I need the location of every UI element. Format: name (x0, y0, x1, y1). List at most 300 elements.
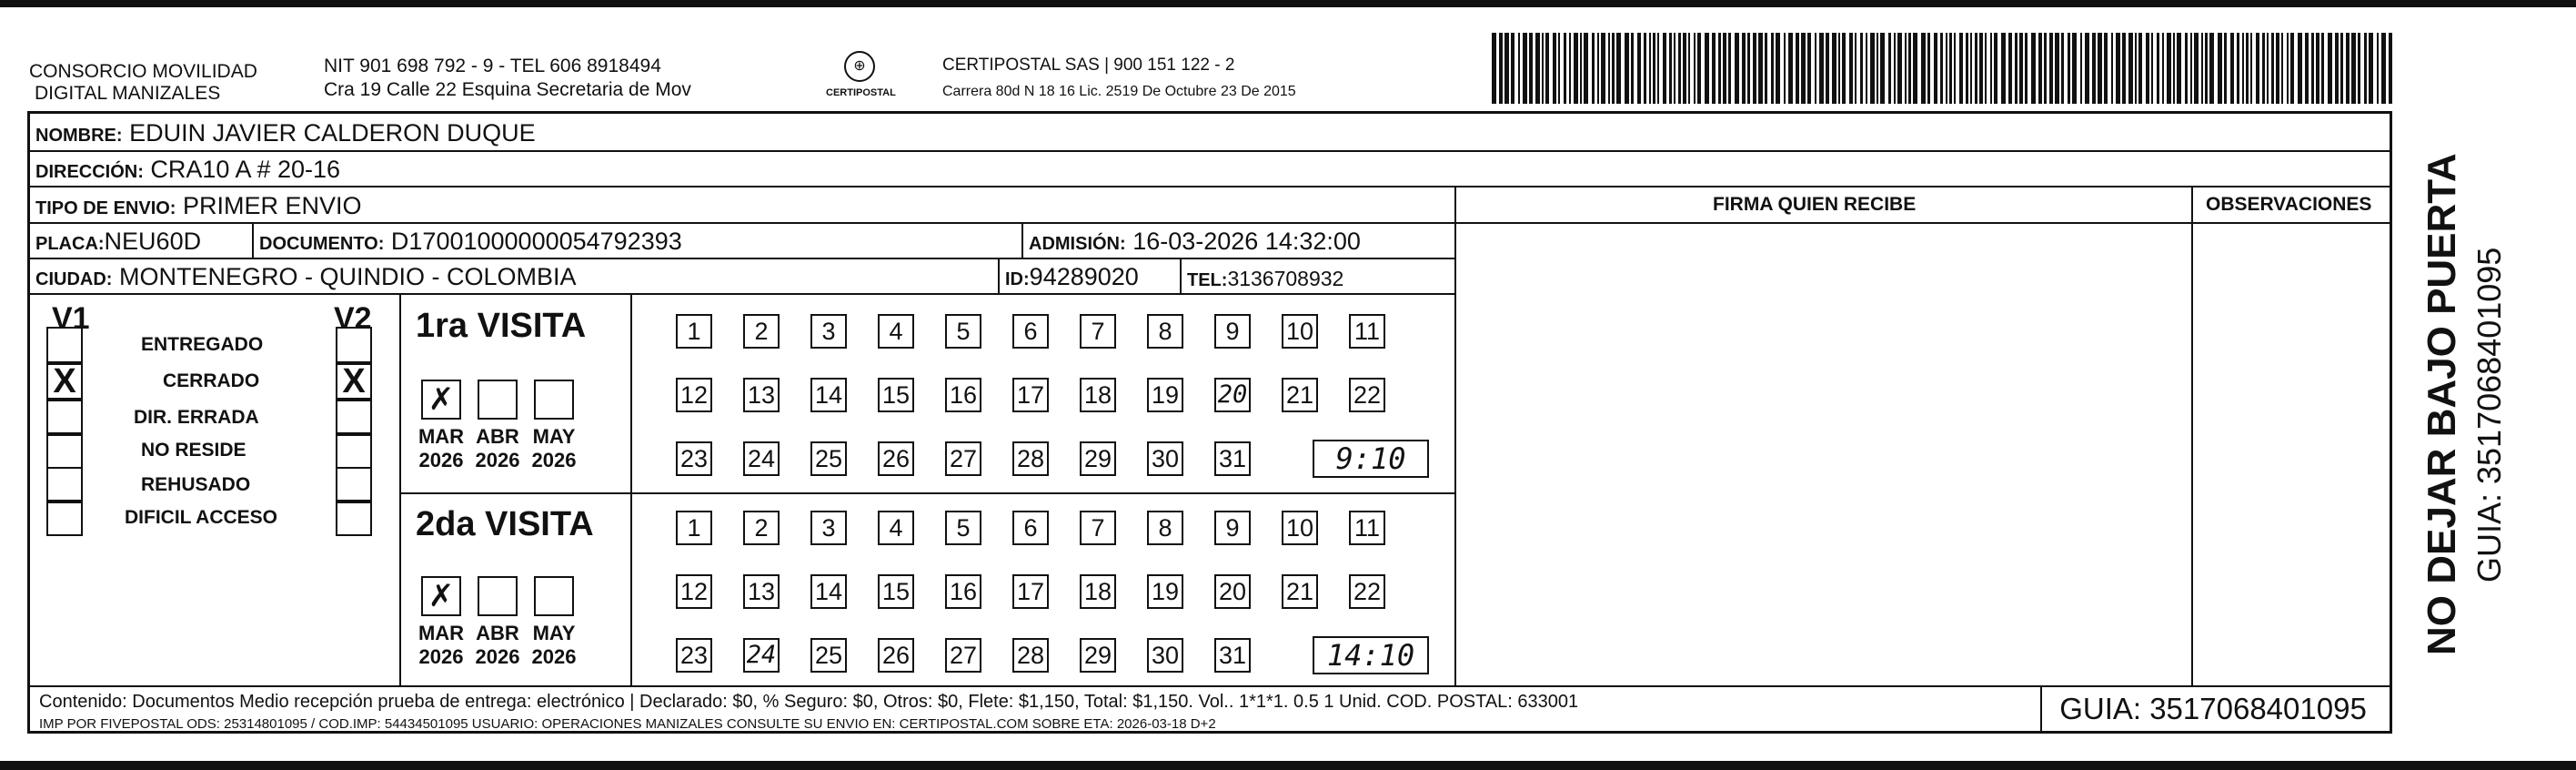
company-name-line1: CONSORCIO MOVILIDAD (29, 61, 257, 82)
month-name: ABR (476, 622, 519, 644)
v2-header: V2 (334, 301, 372, 336)
barcode-bar (1597, 33, 1599, 104)
day-box[interactable]: 14 (810, 378, 847, 412)
barcode-bar (1801, 33, 1806, 104)
barcode-bar (1747, 33, 1750, 104)
barcode-bar (2044, 33, 2047, 104)
day-box[interactable]: 24 (743, 638, 780, 673)
barcode-bar (2104, 33, 2108, 104)
status-label: CERRADO (163, 370, 260, 391)
barcode-bar (2224, 33, 2227, 104)
day-box[interactable]: 9 (1214, 314, 1251, 349)
day-box[interactable]: 12 (676, 574, 712, 609)
day-box[interactable]: 19 (1147, 574, 1183, 609)
barcode-bar (1518, 33, 1520, 104)
day-box[interactable]: 25 (810, 441, 847, 476)
v1-checkbox[interactable]: X (46, 363, 83, 400)
barcode-bar (1712, 33, 1716, 104)
day-box[interactable]: 6 (1012, 314, 1049, 349)
day-box[interactable]: 27 (945, 638, 981, 673)
barcode-bar (2328, 33, 2332, 104)
barcode-bar (1897, 33, 1902, 104)
observations-column-header: OBSERVACIONES (2206, 194, 2372, 215)
scan-top-edge (0, 0, 2576, 7)
barcode-bar (2025, 33, 2028, 104)
barcode-bar (1985, 33, 1987, 104)
company-name-line2: DIGITAL MANIZALES (35, 83, 221, 104)
month-name: MAY (532, 425, 576, 448)
day-box[interactable]: 8 (1147, 314, 1183, 349)
day-box[interactable]: 20 (1214, 574, 1251, 609)
barcode-bar (2068, 33, 2070, 104)
day-box[interactable]: 15 (878, 574, 914, 609)
v2-checkbox[interactable] (336, 500, 372, 536)
barcode-bar (1784, 33, 1786, 104)
barcode-bar (1826, 33, 1829, 104)
barcode-bar (2098, 33, 2102, 104)
day-box[interactable]: 18 (1080, 574, 1116, 609)
barcode-bar (1492, 33, 1496, 104)
barcode-bar (1697, 33, 1701, 104)
day-box[interactable]: 7 (1080, 511, 1116, 545)
day-box[interactable]: 1 (676, 511, 712, 545)
day-box[interactable]: 29 (1080, 441, 1116, 476)
day-box[interactable]: 31 (1214, 441, 1251, 476)
barcode-bar (2271, 33, 2274, 104)
barcode-bar (1880, 33, 1885, 104)
barcode-bar (1545, 33, 1549, 104)
day-box[interactable]: 13 (743, 574, 780, 609)
month-label (527, 622, 581, 669)
barcode-bar (1742, 33, 1746, 104)
day-box[interactable]: 26 (878, 441, 914, 476)
barcode-bar (2019, 33, 2023, 104)
document-field: DOCUMENTO: D17001000000054792393 (259, 228, 682, 255)
id-value: 94289020 (1029, 263, 1139, 290)
month-name: MAR (418, 622, 465, 644)
barcode-bar (2316, 33, 2319, 104)
barcode-bar (1975, 33, 1977, 104)
day-box[interactable]: 5 (945, 314, 981, 349)
day-box[interactable]: 1 (676, 314, 712, 349)
scan-bottom-edge (0, 761, 2576, 770)
status-label: DIFICIL ACCESO (125, 507, 278, 528)
barcode-bar (2080, 33, 2082, 104)
barcode-bar (1838, 33, 1840, 104)
barcode-bar (1765, 33, 1767, 104)
barcode-bar (1870, 33, 1875, 104)
plate-value: NEU60D (104, 228, 202, 255)
barcode-bar (1807, 33, 1811, 104)
barcode-bar (1888, 33, 1891, 104)
barcode-bar (2218, 33, 2222, 104)
barcode-bar (1855, 33, 1857, 104)
day-box[interactable]: 21 (1282, 378, 1318, 412)
day-box[interactable]: 27 (945, 441, 981, 476)
barcode-bar (1688, 33, 1690, 104)
barcode-bar (2346, 33, 2350, 104)
v2-checkbox[interactable] (336, 467, 372, 503)
barcode-bar (1819, 33, 1824, 104)
visit-time[interactable]: 14:10 (1313, 636, 1429, 674)
barcode-bar (2135, 33, 2137, 104)
phone-field: TEL:3136708932 (1187, 267, 1344, 290)
barcode-bar (2072, 33, 2077, 104)
barcode-bar (2061, 33, 2064, 104)
barcode-bar (2038, 33, 2042, 104)
barcode-bar (2389, 33, 2392, 104)
barcode-bar (2116, 33, 2120, 104)
barcode-bar (2201, 33, 2203, 104)
barcode-bar (1908, 33, 1911, 104)
barcode-bar (1584, 33, 1588, 104)
barcode-bar (1612, 33, 1615, 104)
barcode-bar (1608, 33, 1610, 104)
month-label (414, 622, 468, 669)
barcode-bar (2237, 33, 2239, 104)
barcode-bar (1849, 33, 1853, 104)
barcode-bar (1631, 33, 1634, 104)
status-label: ENTREGADO (141, 334, 264, 355)
barcode-bar (2321, 33, 2324, 104)
barcode-bar (1905, 33, 1907, 104)
admission-field: ADMISIÓN: 16-03-2026 14:32:00 (1029, 228, 1361, 255)
barcode-bar (1959, 33, 1963, 104)
day-box[interactable]: 14 (810, 574, 847, 609)
day-box[interactable]: 5 (945, 511, 981, 545)
barcode-bar (1564, 33, 1566, 104)
month-checkbox[interactable] (478, 576, 518, 616)
month-year: 2026 (475, 449, 520, 471)
day-box[interactable]: 2 (743, 314, 780, 349)
barcode-bar (1678, 33, 1681, 104)
barcode-bar (2008, 33, 2012, 104)
barcode-bar (1669, 33, 1672, 104)
barcode-bar (2364, 33, 2367, 104)
barcode-bar (2358, 33, 2360, 104)
barcode-bar (1723, 33, 1726, 104)
barcode-bar (2381, 33, 2386, 104)
day-box[interactable]: 3 (810, 314, 847, 349)
status-label: DIR. ERRADA (134, 407, 259, 428)
month-checkbox[interactable] (478, 380, 518, 420)
barcode-bar (1966, 33, 1968, 104)
barcode-bar (2290, 33, 2294, 104)
barcode-bar (2015, 33, 2018, 104)
v1-header: V1 (52, 301, 90, 336)
day-box[interactable]: 7 (1080, 314, 1116, 349)
barcode-bar (1753, 33, 1756, 104)
side-warning: NO DEJAR BAJO PUERTA (2420, 153, 2464, 655)
barcode-bar (2173, 33, 2175, 104)
barcode-bar (1921, 33, 1926, 104)
barcode-bar (2311, 33, 2314, 104)
barcode-bar (1616, 33, 1621, 104)
barcode-bar (2256, 33, 2259, 104)
month-year: 2026 (418, 645, 464, 668)
month-checkbox[interactable]: ✗ (421, 576, 461, 616)
day-box[interactable]: 16 (945, 574, 981, 609)
barcode-bar (1625, 33, 1629, 104)
barcode-bar (2377, 33, 2379, 104)
certipostal-nit: CERTIPOSTAL SAS | 900 151 122 - 2 (942, 56, 1235, 75)
barcode-bar (2031, 33, 2036, 104)
plate-field: PLACA:NEU60D (35, 228, 202, 255)
day-box[interactable]: 17 (1012, 574, 1049, 609)
company-nit: NIT 901 698 792 - 9 - TEL 606 8918494 (324, 56, 661, 76)
barcode-bar (1815, 33, 1816, 104)
status-label: REHUSADO (141, 474, 251, 495)
day-box[interactable]: 10 (1282, 511, 1318, 545)
day-box[interactable]: 23 (676, 441, 712, 476)
barcode-bar (2128, 33, 2133, 104)
v2-checkbox[interactable] (336, 432, 372, 469)
month-checkbox[interactable] (534, 380, 574, 420)
admission-value: 16-03-2026 14:32:00 (1132, 228, 1361, 255)
barcode-bar (1860, 33, 1863, 104)
day-box[interactable]: 9 (1214, 511, 1251, 545)
barcode-bar (2267, 33, 2269, 104)
barcode-bar (1504, 33, 1509, 104)
city-field: CIUDAD: MONTENEGRO - QUINDIO - COLOMBIA (35, 263, 577, 290)
barcode-bar (2055, 33, 2059, 104)
day-box[interactable]: 22 (1349, 378, 1385, 412)
day-box[interactable]: 6 (1012, 511, 1049, 545)
barcode-bar (2335, 33, 2339, 104)
barcode (1492, 33, 2392, 104)
day-box[interactable]: 31 (1214, 638, 1251, 673)
barcode-bar (1796, 33, 1799, 104)
barcode-bar (2230, 33, 2234, 104)
barcode-bar (2340, 33, 2343, 104)
company-address: Cra 19 Calle 22 Esquina Secretaria de Mov (324, 79, 691, 100)
day-box[interactable]: 2 (743, 511, 780, 545)
day-box[interactable]: 19 (1147, 378, 1183, 412)
day-box[interactable]: 11 (1349, 314, 1385, 349)
barcode-bar (1592, 33, 1595, 104)
barcode-bar (1657, 33, 1659, 104)
barcode-bar (2205, 33, 2208, 104)
month-year: 2026 (418, 449, 464, 471)
v2-checkbox[interactable] (336, 327, 372, 363)
barcode-bar (1535, 33, 1540, 104)
day-box[interactable]: 28 (1012, 638, 1049, 673)
month-name: ABR (476, 425, 519, 448)
barcode-bar (1569, 33, 1571, 104)
barcode-bar (2111, 33, 2113, 104)
month-year: 2026 (531, 645, 577, 668)
barcode-bar (2190, 33, 2192, 104)
barcode-bar (2146, 33, 2149, 104)
barcode-bar (1877, 33, 1878, 104)
barcode-bar (1644, 33, 1646, 104)
barcode-bar (1934, 33, 1937, 104)
day-box[interactable]: 21 (1282, 574, 1318, 609)
barcode-bar (1558, 33, 1560, 104)
barcode-bar (1894, 33, 1896, 104)
month-label (527, 425, 581, 472)
day-box[interactable]: 22 (1349, 574, 1385, 609)
v1-checkbox[interactable] (46, 432, 83, 469)
barcode-bar (1994, 33, 1997, 104)
barcode-bar (2250, 33, 2252, 104)
guide-number: GUIA: 3517068401095 (2059, 692, 2367, 725)
v1-checkbox[interactable] (46, 400, 83, 436)
first-visit-title: 1ra VISITA (416, 307, 587, 345)
shipment-type-field: TIPO DE ENVIO: PRIMER ENVIO (35, 192, 362, 219)
day-box[interactable]: 26 (878, 638, 914, 673)
id-field: ID:94289020 (1005, 263, 1139, 290)
side-guide-number: GUIA: 3517068401095 (2470, 247, 2508, 583)
barcode-bar (1927, 33, 1930, 104)
barcode-bar (1637, 33, 1641, 104)
barcode-bar (1758, 33, 1763, 104)
barcode-bar (1529, 33, 1533, 104)
barcode-bar (1718, 33, 1721, 104)
barcode-bar (1866, 33, 1867, 104)
day-box[interactable]: 10 (1282, 314, 1318, 349)
delivery-form (27, 111, 2392, 734)
document-value: D17001000000054792393 (390, 228, 682, 255)
day-box[interactable]: 3 (810, 511, 847, 545)
barcode-bar (1946, 33, 1947, 104)
day-box[interactable]: 15 (878, 378, 914, 412)
day-box[interactable]: 8 (1147, 511, 1183, 545)
barcode-bar (2305, 33, 2309, 104)
barcode-bar (1574, 33, 1578, 104)
barcode-bar (2151, 33, 2153, 104)
barcode-bar (2049, 33, 2053, 104)
barcode-bar (2262, 33, 2265, 104)
month-name: MAY (532, 622, 576, 644)
barcode-bar (1580, 33, 1582, 104)
day-box[interactable]: 4 (878, 511, 914, 545)
barcode-bar (1542, 33, 1544, 104)
recipient-name-field: NOMBRE: EDUIN JAVIER CALDERON DUQUE (35, 119, 536, 147)
barcode-bar (1601, 33, 1605, 104)
barcode-bar (1913, 33, 1917, 104)
v1-checkbox[interactable] (46, 500, 83, 536)
barcode-bar (2281, 33, 2283, 104)
day-box[interactable]: 16 (945, 378, 981, 412)
barcode-bar (2122, 33, 2126, 104)
barcode-bar (2185, 33, 2188, 104)
barcode-bar (1949, 33, 1952, 104)
month-checkbox[interactable]: ✗ (421, 380, 461, 420)
barcode-bar (1728, 33, 1731, 104)
barcode-bar (1979, 33, 1983, 104)
barcode-bar (1649, 33, 1651, 104)
month-year: 2026 (531, 449, 577, 471)
barcode-bar (1776, 33, 1780, 104)
day-box[interactable]: 13 (743, 378, 780, 412)
barcode-bar (2287, 33, 2289, 104)
day-box[interactable]: 18 (1080, 378, 1116, 412)
barcode-bar (1653, 33, 1655, 104)
barcode-bar (2001, 33, 2006, 104)
barcode-bar (1499, 33, 1503, 104)
certipostal-logo-icon: ⊕ (844, 51, 875, 82)
barcode-bar (2246, 33, 2249, 104)
barcode-bar (2138, 33, 2142, 104)
shipment-type: PRIMER ENVIO (182, 192, 362, 219)
visit-time[interactable]: 9:10 (1313, 440, 1429, 478)
day-box[interactable]: 11 (1349, 511, 1385, 545)
barcode-bar (1735, 33, 1739, 104)
barcode-bar (2194, 33, 2199, 104)
recipient-name: EDUIN JAVIER CALDERON DUQUE (129, 119, 536, 147)
day-box[interactable]: 29 (1080, 638, 1116, 673)
status-label: NO RESIDE (141, 440, 247, 461)
barcode-bar (1511, 33, 1514, 104)
barcode-bar (1663, 33, 1666, 104)
barcode-bar (2157, 33, 2159, 104)
month-year: 2026 (475, 645, 520, 668)
day-box[interactable]: 24 (743, 441, 780, 476)
barcode-bar (1771, 33, 1774, 104)
barcode-bar (1694, 33, 1696, 104)
barcode-bar (1940, 33, 1943, 104)
barcode-bar (2085, 33, 2089, 104)
month-label (470, 622, 525, 669)
barcode-bar (2242, 33, 2244, 104)
certipostal-logo-text: CERTIPOSTAL (826, 87, 896, 98)
barcode-bar (2351, 33, 2356, 104)
day-box[interactable]: 23 (676, 638, 712, 673)
barcode-bar (2209, 33, 2214, 104)
recipient-address: CRA10 A # 20-16 (150, 156, 341, 183)
barcode-bar (2167, 33, 2171, 104)
month-checkbox[interactable] (534, 576, 574, 616)
barcode-bar (1842, 33, 1846, 104)
barcode-bar (2177, 33, 2181, 104)
month-label (414, 425, 468, 472)
barcode-bar (1970, 33, 1972, 104)
barcode-bar (1683, 33, 1686, 104)
barcode-bar (2369, 33, 2373, 104)
barcode-bar (2092, 33, 2096, 104)
month-name: MAR (418, 425, 465, 448)
barcode-bar (2162, 33, 2164, 104)
print-info: IMP POR FIVEPOSTAL ODS: 25314801095 / COD.IMP: 54434501095 USUARIO: OPERACIONES MANIZALES CONSULTE SU ENVIO EN: CERTIPOSTAL.COM SOBRE ETA: 2026-03-18 D+2 (39, 716, 1216, 732)
day-box[interactable]: 25 (810, 638, 847, 673)
barcode-bar (1674, 33, 1675, 104)
day-box[interactable]: 28 (1012, 441, 1049, 476)
v2-checkbox[interactable]: X (336, 363, 372, 400)
day-box[interactable]: 30 (1147, 638, 1183, 673)
barcode-bar (2276, 33, 2279, 104)
v1-checkbox[interactable] (46, 467, 83, 503)
day-box[interactable]: 20 (1214, 378, 1251, 412)
barcode-bar (1832, 33, 1836, 104)
second-visit-title: 2da VISITA (416, 505, 594, 543)
v1-checkbox[interactable] (46, 327, 83, 363)
day-box[interactable]: 4 (878, 314, 914, 349)
day-box[interactable]: 17 (1012, 378, 1049, 412)
day-box[interactable]: 30 (1147, 441, 1183, 476)
barcode-bar (1523, 33, 1527, 104)
barcode-bar (2298, 33, 2302, 104)
certipostal-address: Carrera 80d N 18 16 Lic. 2519 De Octubre 23 De 2015 (942, 84, 1296, 99)
barcode-bar (1990, 33, 1992, 104)
address-field: DIRECCIÓN: CRA10 A # 20-16 (35, 156, 341, 183)
city-value: MONTENEGRO - QUINDIO - COLOMBIA (118, 263, 577, 290)
month-label (470, 425, 525, 472)
barcode-bar (1705, 33, 1709, 104)
day-box[interactable]: 12 (676, 378, 712, 412)
v2-checkbox[interactable] (336, 400, 372, 436)
barcode-bar (1553, 33, 1556, 104)
